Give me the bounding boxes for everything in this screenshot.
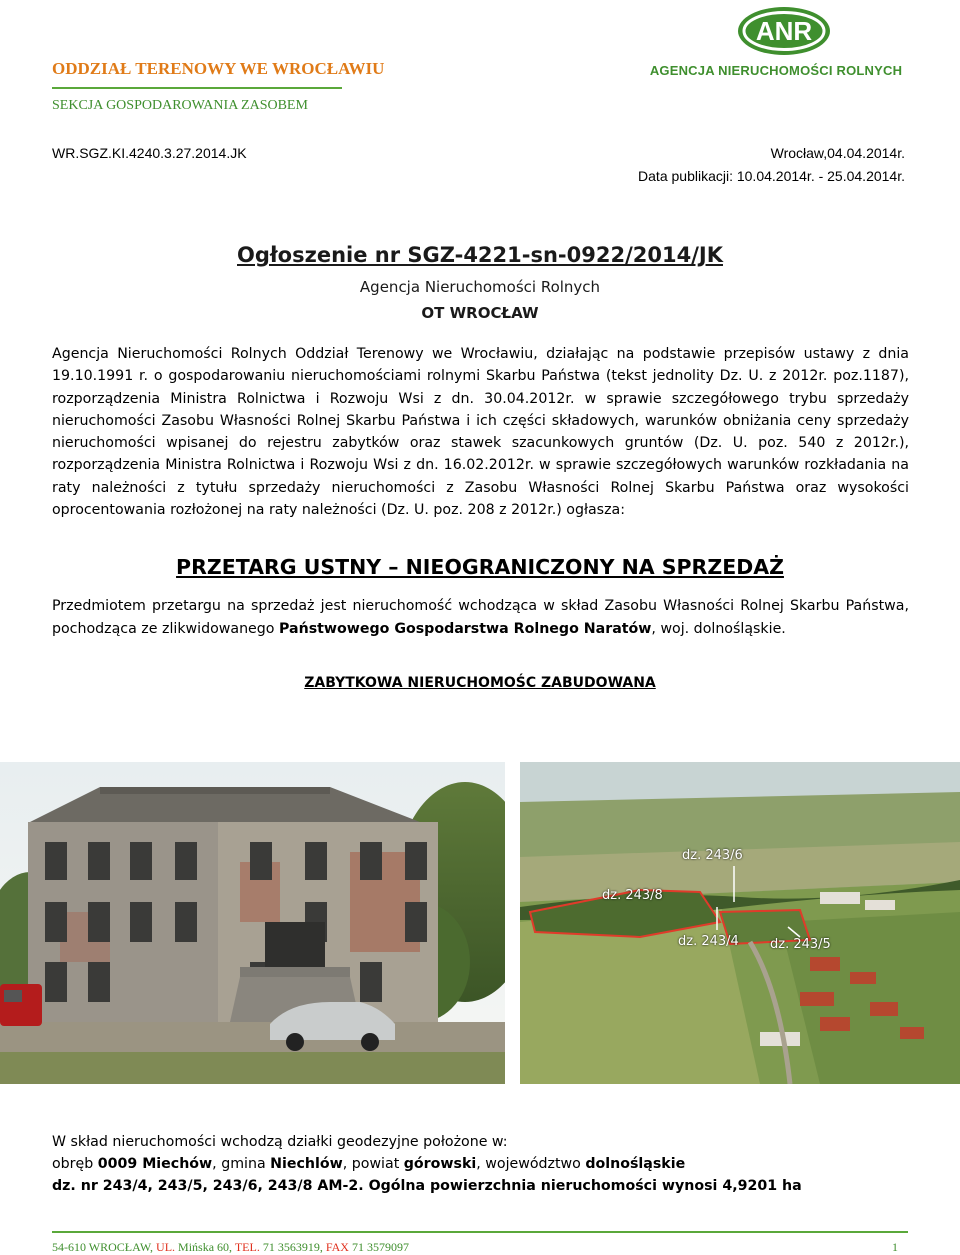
powiat-label: , powiat: [342, 1156, 404, 1172]
agency-name: Agencja Nieruchomości Rolnych: [359, 278, 601, 296]
footer-tel-label: TEL.: [234, 1240, 260, 1254]
reference-number: WR.SGZ.KI.4240.3.27.2014.JK: [52, 145, 247, 161]
subject-text-end: , woj. dolnośląskie.: [651, 620, 786, 637]
anr-logo: [640, 5, 912, 83]
obreb-value: 0009 Miechów: [97, 1156, 213, 1172]
footer-street: Mińska 60,: [175, 1240, 235, 1254]
footer-fax-label: FAX: [325, 1240, 349, 1254]
manor-photo: [0, 762, 505, 1084]
place-date: Wrocław,04.04.2014r.: [770, 145, 905, 161]
footer-fax: 71 3579097: [348, 1240, 409, 1254]
footer-divider: [52, 1231, 908, 1233]
tender-headline: PRZETARG USTNY – NIEOGRANICZONY NA SPRZEDAŻ: [176, 555, 784, 579]
woj-value: dolnośląskie: [585, 1156, 686, 1172]
powiat-value: górowski: [403, 1156, 477, 1172]
woj-label: , województwo: [476, 1156, 586, 1172]
parcels-location: [52, 1153, 912, 1175]
footer-postcode: 54-610 WROCŁAW,: [52, 1240, 157, 1254]
gmina-label: , gmina: [212, 1156, 271, 1172]
publication-date: [638, 168, 905, 184]
publication-range: 10.04.2014r. - 25.04.2014r.: [736, 168, 905, 184]
anr-logo-text: ANR: [755, 16, 813, 46]
header-divider: [52, 87, 342, 89]
legal-basis-paragraph: Agencja Nieruchomości Rolnych Oddział Terenowy we Wrocławiu, działając na podstawie przepisów ustawy z dnia 19.10.1991 r. o gospodarowaniu nieruchomościami rolnymi Skarbu Państwa (tekst jednolity Dz. U. z 2012r. poz.1187), rozporządzenia Ministra Rolnictwa i Rozwoju Wsi z dn. 30.04.2012r. w sprawie szczegółowego trybu sprzedaży nieruchomości Zasobu Własności Rolnej Skarbu Państwa i ich części składowych, warunków obniżania ceny sprzedaży nieruchomości wpisanej do rejestru zabytków oraz stawek szacunkowych gruntów (Dz. U. poz. 540 z 2012r.), rozporządzenia Ministra Rolnictwa i Rozwoju Wsi z dn. 16.02.2012r. w sprawie szczegółowych warunków rozkładania na raty należności z tytułu sprzedaży nieruchomości z Zasobu Własności Rolnej Skarbu Państwa oraz wysokości oprocentowania rozłożonej na raty należności (Dz. U. poz. 208 z 2012r.) ogłasza:: [52, 346, 909, 519]
footer-address: [52, 1240, 409, 1255]
logo-subtitle: AGENCJA NIERUCHOMOŚCI ROLNYCH: [649, 63, 903, 78]
publication-label: Data publikacji:: [638, 168, 733, 184]
obreb-label: obręb: [52, 1156, 98, 1172]
subject-paragraph: [52, 595, 909, 640]
section-name: SEKCJA GOSPODAROWANIA ZASOBEM: [52, 98, 308, 113]
footer-tel: 71 3563919,: [259, 1240, 326, 1254]
parcels-section: [52, 1131, 912, 1197]
branch-name: ODDZIAŁ TERENOWY WE WROCŁAWIU: [52, 59, 385, 78]
aerial-photo: [520, 762, 960, 1084]
plot-label-243-4: dz. 243/4: [678, 934, 739, 949]
plot-label-243-8: dz. 243/8: [602, 888, 663, 903]
office-name: OT WROCŁAW: [421, 304, 539, 322]
gmina-value: Niechlów: [270, 1156, 343, 1172]
anr-logo-mark: [736, 5, 832, 57]
parcels-intro: W skład nieruchomości wchodzą działki geodezyjne położone w:: [52, 1134, 508, 1150]
plot-label-243-6: dz. 243/6: [682, 848, 743, 863]
heritage-label: ZABYTKOWA NIERUCHOMOŚC ZABUDOWANA: [304, 675, 656, 691]
subject-text: Przedmiotem przetargu na sprzedaż jest nieruchomość wchodząca w skład Zasobu Własności Rolnej Skarbu Państwa, pochodząca ze zlikwidowanego: [52, 598, 909, 637]
page-number: 1: [892, 1240, 898, 1254]
farm-name: Państwowego Gospodarstwa Rolnego Naratów: [279, 620, 652, 637]
footer-street-label: UL.: [156, 1240, 176, 1254]
parcels-numbers: dz. nr 243/4, 243/5, 243/6, 243/8 AM-2. Ogólna powierzchnia nieruchomości wynosi 4,9201 ha: [52, 1178, 802, 1194]
plot-label-243-5: dz. 243/5: [770, 937, 831, 952]
announcement-title: Ogłoszenie nr SGZ-4221-sn-0922/2014/JK: [237, 243, 723, 267]
